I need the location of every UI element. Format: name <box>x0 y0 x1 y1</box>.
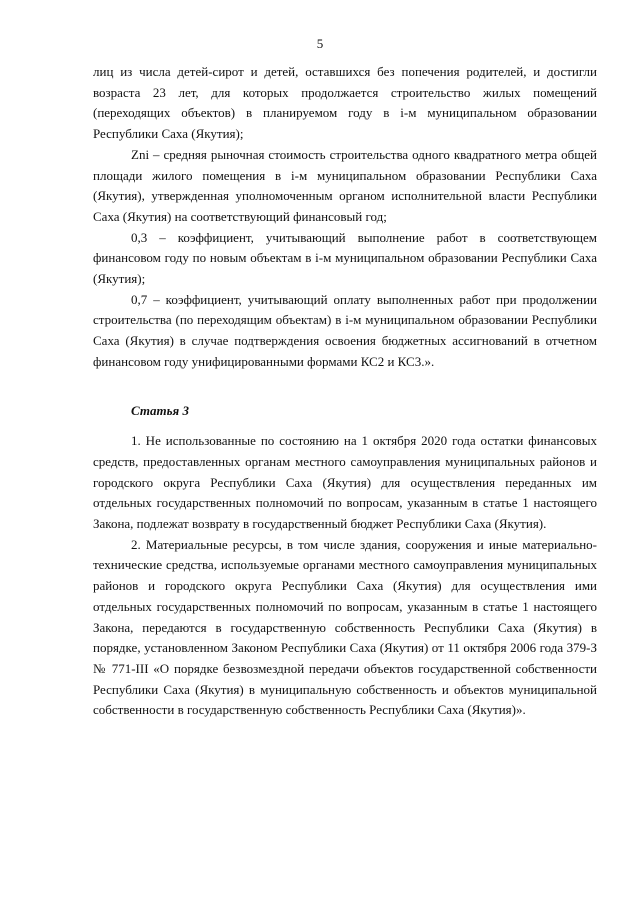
paragraph-article-3-item-1: 1. Не использованные по состоянию на 1 октября 2020 года остатки финансовых средств, предоставленных органам местного самоуправления муниципальных районов и городского округа Республики Саха (Якутия) для осуществления переданных им отдельных государственных полномочий по вопросам, указанным в статье 1 настоящего Закона, подлежат возврату в государственный бюджет Республики Саха (Якутия). <box>93 433 597 532</box>
article-heading: Статья 3 <box>131 402 189 418</box>
paragraph-article-3-item-2: 2. Материальные ресурсы, в том числе здания, сооружения и иные материально-технические средства, используемые органами местного самоуправления муниципальных районов и городского округа Республики Саха (Якутия) для осуществления ими отдельных государственных полномочий по вопросам, указанным в статье 1 настоящего Закона, передаются в государственную собственность Республики Саха (Якутия) в порядке, установленном Законом Республики Саха (Якутия) от 11 октября 2006 года 379-З № 771-III «О порядке безвозмездной передачи объектов государственной собственности Республики Саха (Якутия) в муниципальную собственность и объектов муниципальной собственности в государственную собственность Республики Саха (Якутия)». <box>93 536 597 718</box>
paragraph-coefficient-03: 0,3 – коэффициент, учитывающий выполнение работ в соответствующем финансовом году по новым объектам в i-м муниципальном образовании Республики Саха (Якутия); <box>93 229 597 287</box>
paragraph-coefficient-07: 0,7 – коэффициент, учитывающий оплату выполненных работ при продолжении строительства (по переходящим объектам) в i-м муниципальном образовании Республики Саха (Якутия) в случае подтверждения освоения бюджетных ассигнований в отчетном финансовом году унифицированными формами КС2 и КС3.». <box>93 291 597 369</box>
paragraph-zni-definition: Zni – средняя рыночная стоимость строительства одного квадратного метра общей площади жилого помещения в i-м муниципальном образовании Республики Саха (Якутия), утвержденная уполномоченным органом исполнительной власти Республики Саха (Якутия) на соответствующий финансовый год; <box>93 146 597 224</box>
page-number: 5 <box>316 36 324 51</box>
paragraph-continuation: лиц из числа детей-сирот и детей, оставшихся без попечения родителей, и достигли возраста 23 лет, для которых продолжается строительство жилых помещений (переходящих объектов) в планируемом году в i-м муниципальном образовании Республики Саха (Якутия); <box>93 64 597 142</box>
document-body <box>93 62 597 721</box>
